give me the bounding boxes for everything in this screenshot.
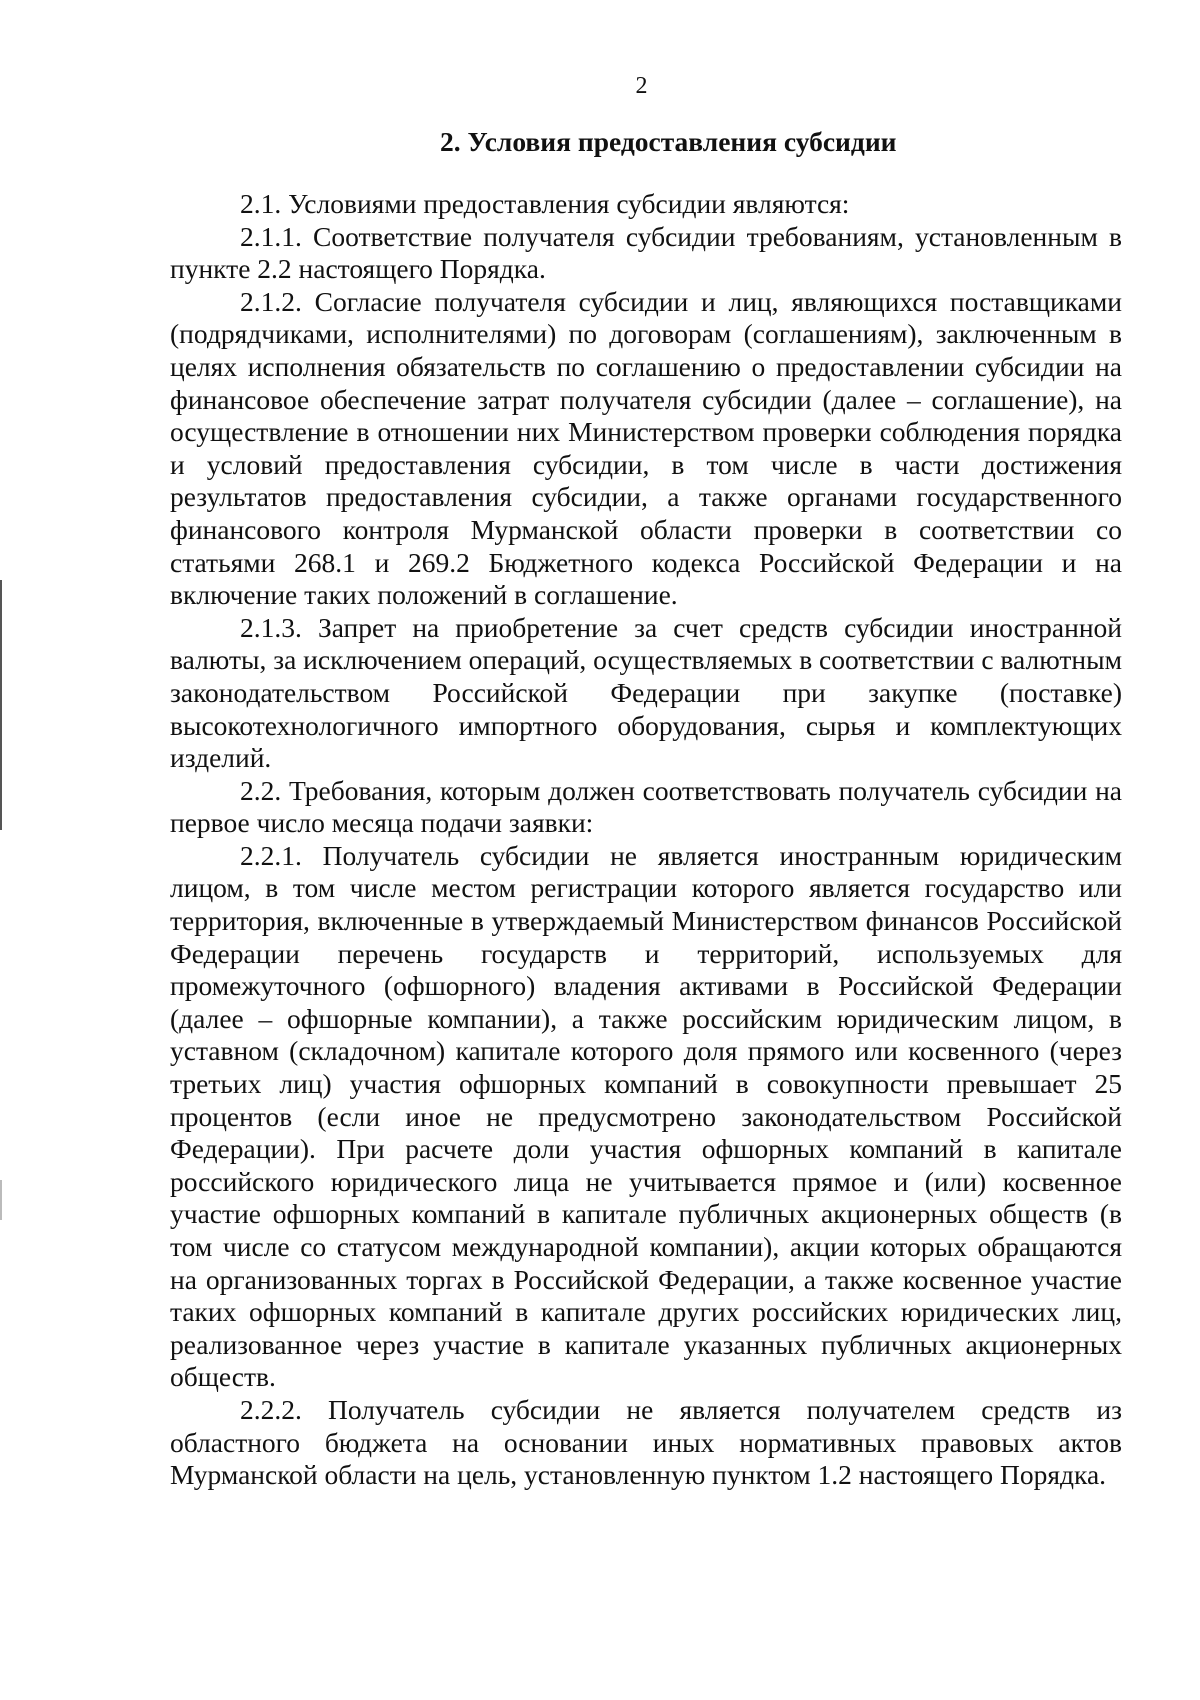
paragraph-2-1-3: 2.1.3. Запрет на приобретение за счет средств субсидии иностранной валюты, за исключением операций, осуществляемых в соответствии с валютным законодательством Российской Федерации при закупке (поставке) высокотехнологичного импортного оборудования, сырья и комплектующих изделий. [170, 611, 1122, 774]
page-number: 2 [635, 73, 648, 99]
scan-edge-mark [0, 1180, 2, 1220]
paragraph-2-2-2: 2.2.2. Получатель субсидии не является получателем средств из областного бюджета на основании иных нормативных правовых актов Мурманской области на цель, установленную пунктом 1.2 настоящего Порядка. [170, 1393, 1122, 1491]
paragraph-2-1-2: 2.1.2. Согласие получателя субсидии и лиц, являющихся поставщиками (подрядчиками, исполнителями) по договорам (соглашениям), заключенным в целях исполнения обязательств по соглашению о предоставлении субсидии на финансовое обеспечение затрат получателя субсидии (далее – соглашение), на осуществление в отношении них Министерством проверки соблюдения порядка и условий предоставления субсидии, в том числе в части достижения результатов предоставления субсидии, а также органами государственного финансового контроля Мурманской области проверки в соответствии со статьями 268.1 и 269.2 Бюджетного кодекса Российской Федерации и на включение таких положений в соглашение. [170, 285, 1122, 611]
paragraph-2-2-1: 2.2.1. Получатель субсидии не является иностранным юридическим лицом, в том числе местом регистрации которого является государство или территория, включенные в утверждаемый Министерством финансов Российской Федерации перечень государств и территорий, используемых для промежуточного (офшорного) владения активами в Российской Федерации (далее – офшорные компании), а также российским юридическим лицом, в уставном (складочном) капитале которого доля прямого или косвенного (через третьих лиц) участия офшорных компаний в совокупности превышает 25 процентов (если иное не предусмотрено законодательством Российской Федерации). При расчете доли участия офшорных компаний в капитале российского юридического лица не учитывается прямое и (или) косвенное участие офшорных компаний в капитале публичных акционерных обществ (в том числе со статусом международной компании), акции которых обращаются на организованных торгах в Российской Федерации, а также косвенное участие таких офшорных компаний в капитале других российских юридических лиц, реализованное через участие в капитале указанных публичных акционерных обществ. [170, 839, 1122, 1393]
section-title: 2. Условия предоставления субсидии [440, 126, 897, 157]
paragraph-2-1: 2.1. Условиями предоставления субсидии являются: [240, 188, 850, 219]
scan-edge-mark [0, 580, 2, 830]
document-body [170, 124, 1122, 1492]
paragraph-2-2: 2.2. Требования, которым должен соответствовать получатель субсидии на первое число месяца подачи заявки: [170, 774, 1122, 839]
paragraph-2-1-1: 2.1.1. Соответствие получателя субсидии требованиям, установленным в пункте 2.2 настоящего Порядка. [170, 220, 1122, 285]
